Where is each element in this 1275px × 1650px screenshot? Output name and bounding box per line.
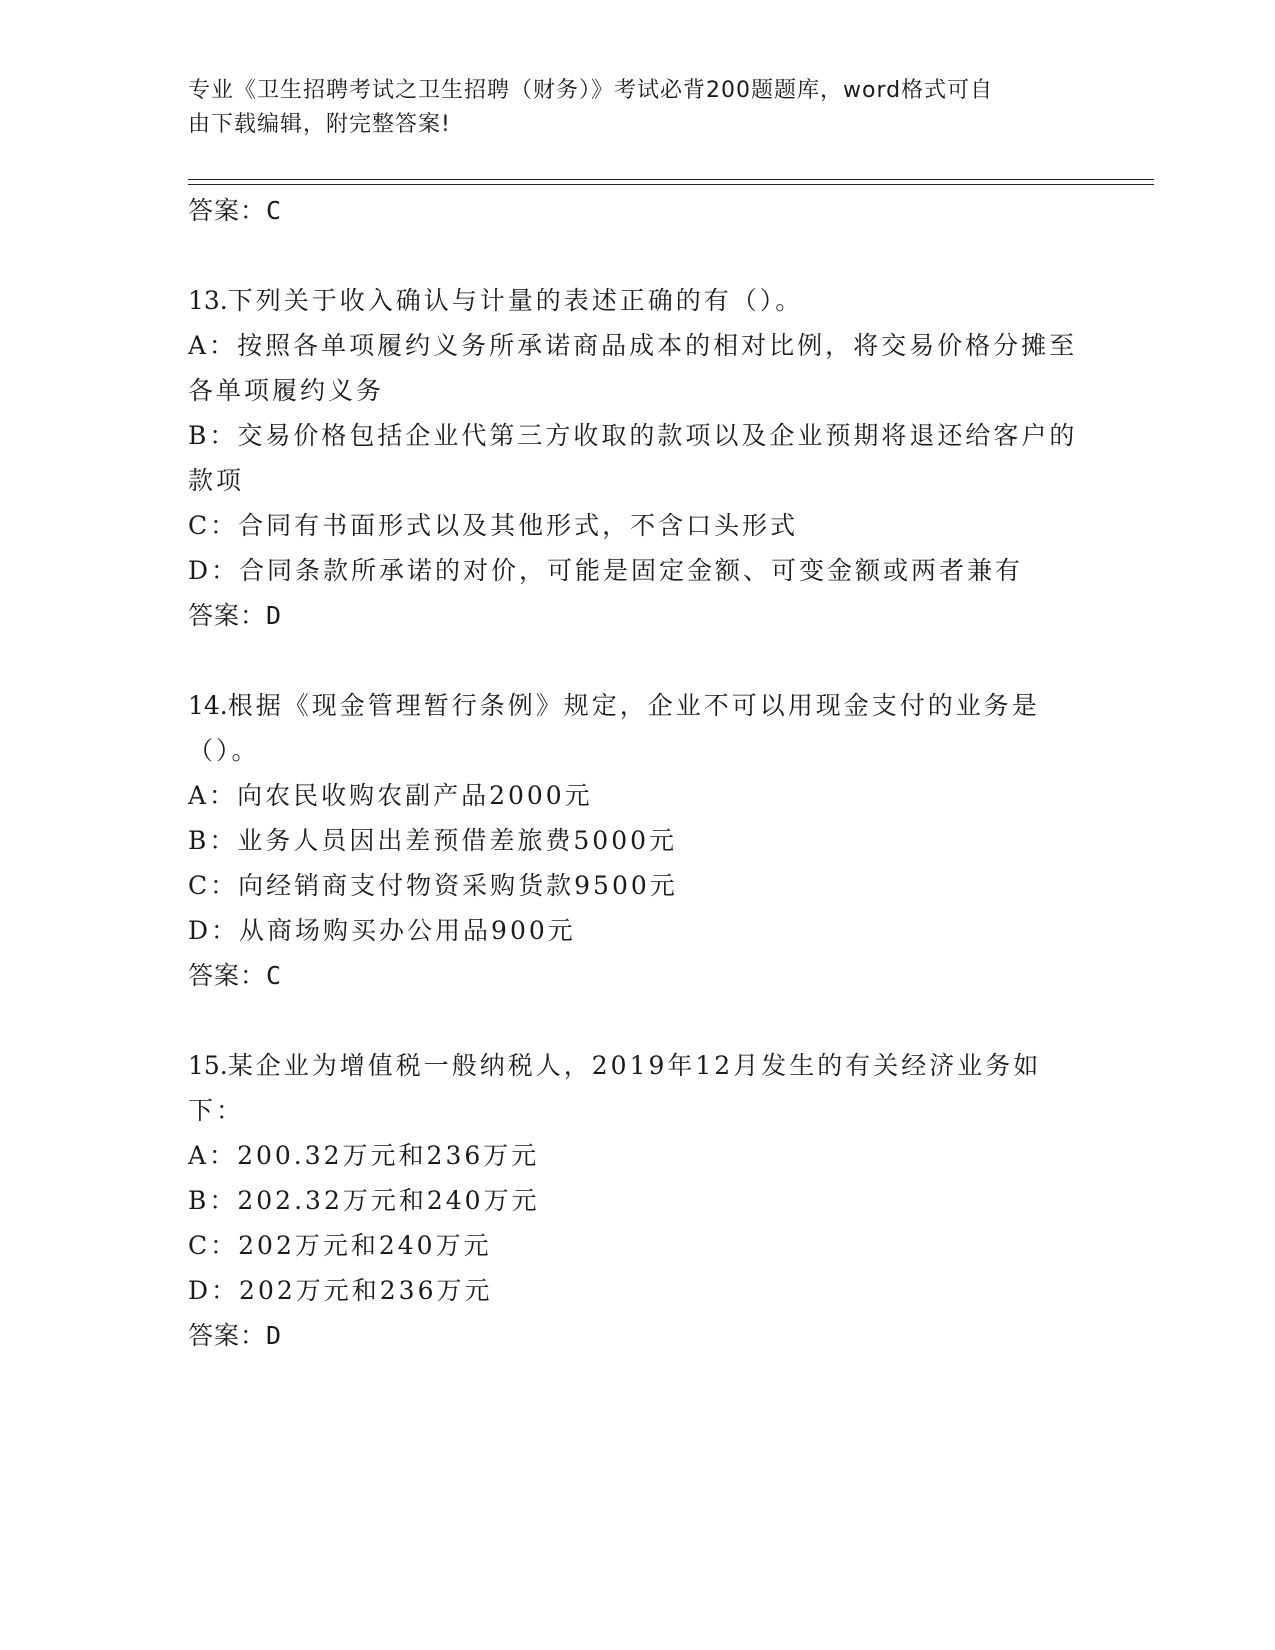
question-number: 15.: [188, 1051, 228, 1080]
option-label: A：: [188, 331, 238, 360]
answer-line: [188, 953, 1088, 998]
option-line: [188, 503, 1088, 548]
option-label: B：: [188, 1186, 238, 1215]
question-text: 下列关于收入确认与计量的表述正确的有（）。: [227, 286, 804, 315]
answer-label: 答案：: [188, 1321, 267, 1350]
header-line: 由下载编辑，附完整答案!: [188, 112, 451, 137]
option-label: B：: [188, 421, 238, 450]
option-line: [188, 863, 1088, 908]
question-text: 根据《现金管理暂行条例》规定，企业不可以用现金支付的业务是（）。: [188, 691, 1040, 765]
question-number: 14.: [188, 691, 228, 720]
spacer: [188, 638, 1088, 683]
option-text: 按照各单项履约义务所承诺商品成本的相对比例，将交易价格分摊至各单项履约义务: [188, 331, 1078, 405]
question-stem: [188, 1043, 1088, 1133]
option-line: [188, 1223, 1088, 1268]
question-block: [188, 1043, 1088, 1358]
option-line: [188, 323, 1088, 413]
option-line: [188, 413, 1088, 503]
answer-line: [188, 593, 1088, 638]
option-text: 业务人员因出差预借差旅费5000元: [237, 826, 677, 855]
spacer: [188, 998, 1088, 1043]
answer-label: 答案：: [188, 601, 267, 630]
question-block: [188, 278, 1088, 638]
question-stem: [188, 278, 1088, 323]
option-label: D：: [188, 916, 240, 945]
option-text: 交易价格包括企业代第三方收取的款项以及企业预期将退还给客户的款项: [188, 421, 1078, 495]
document-body: [188, 188, 1088, 1358]
option-line: [188, 1133, 1088, 1178]
answer-value: C: [266, 196, 283, 225]
question-block: [188, 683, 1088, 998]
option-line: [188, 908, 1088, 953]
option-label: B：: [188, 826, 238, 855]
answer-label: 答案：: [188, 961, 267, 990]
question-stem: [188, 683, 1088, 773]
option-text: 向经销商支付物资采购货款9500元: [238, 871, 678, 900]
option-text: 向农民收购农副产品2000元: [237, 781, 593, 810]
option-text: 202万元和236万元: [239, 1276, 493, 1305]
option-text: 200.32万元和236万元: [237, 1141, 540, 1170]
option-label: C：: [188, 1231, 239, 1260]
answer-value: C: [266, 961, 283, 990]
option-label: D：: [188, 556, 240, 585]
option-text: 202.32万元和240万元: [237, 1186, 540, 1215]
option-label: C：: [188, 511, 239, 540]
option-line: [188, 548, 1088, 593]
option-text: 从商场购买办公用品900元: [239, 916, 576, 945]
answer-label: 答案：: [188, 196, 267, 225]
question-number: 13.: [188, 286, 228, 315]
option-label: D：: [188, 1276, 240, 1305]
answer-value: D: [266, 601, 283, 630]
option-text: 合同条款所承诺的对价，可能是固定金额、可变金额或两者兼有: [239, 556, 1024, 585]
option-text: 202万元和240万元: [238, 1231, 492, 1260]
header-divider-bottom: [188, 184, 1154, 185]
option-line: [188, 1178, 1088, 1223]
answer-value: D: [266, 1321, 283, 1350]
header-divider-top: [188, 179, 1154, 180]
option-line: [188, 818, 1088, 863]
option-line: [188, 773, 1088, 818]
answer-line: [188, 188, 1088, 233]
document-header: [188, 74, 1088, 142]
header-line: 专业《卫生招聘考试之卫生招聘（财务）》考试必背200题题库，word格式可自: [188, 78, 994, 103]
option-text: 合同有书面形式以及其他形式，不含口头形式: [238, 511, 799, 540]
option-label: A：: [188, 781, 238, 810]
answer-line: [188, 1313, 1088, 1358]
option-line: [188, 1268, 1088, 1313]
option-label: A：: [188, 1141, 238, 1170]
option-label: C：: [188, 871, 239, 900]
spacer: [188, 233, 1088, 278]
question-text: 某企业为增值税一般纳税人，2019年12月发生的有关经济业务如下：: [188, 1051, 1042, 1125]
